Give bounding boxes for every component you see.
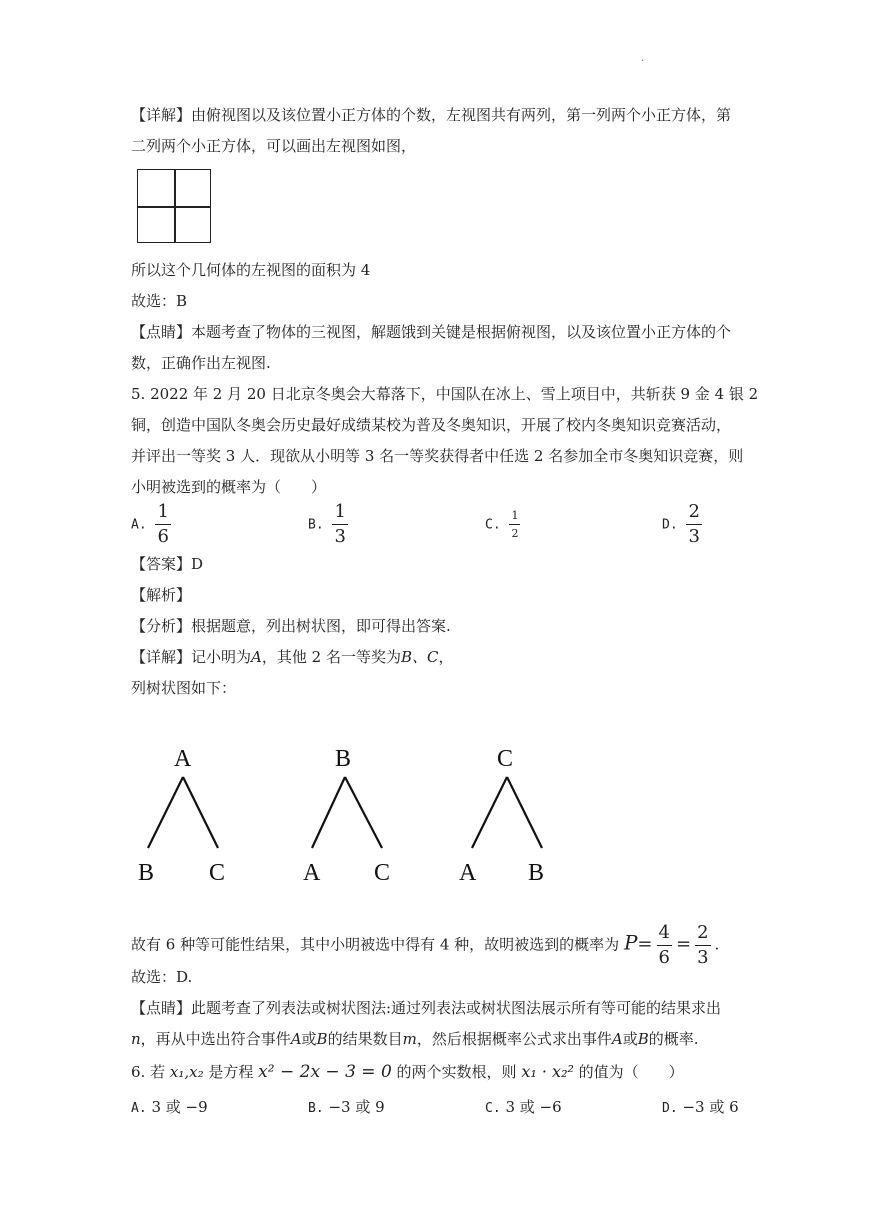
q6-option-d: D. −3 或 6 [662, 1098, 739, 1116]
option-label: C. [485, 517, 501, 533]
q5-comment-line2: n，再从中选出符合事件A或B的结果数目m，然后根据概率公式求出事件A或B的概率. [131, 1030, 699, 1048]
q6-roots: x₁,x₂ [169, 1063, 204, 1081]
tree-leaf-right: B [528, 860, 545, 886]
q5-stem-line1: 5. 2022 年 2 月 20 日北京冬奥会大幕落下，中国队在冰上、雪上项目中，共斩获 9 金 4 银 2 [131, 385, 759, 403]
fraction: $\frac{1}{6}$ [157, 501, 169, 547]
q4-detail-line1: 【详解】由俯视图以及该位置小正方体的个数，左视图共有两列，第一列两个小正方体，第 [131, 106, 732, 124]
q4-comment-line2: 数，正确作出左视图. [131, 354, 271, 372]
q6-stem: 6. 若 x₁,x₂ 是方程 x² − 2x − 3 = 0 的两个实数根，则 x₁ · x₂² 的值为（ ） [131, 1062, 684, 1082]
q5-tree-intro: 列树状图如下： [131, 679, 237, 697]
q6-option-a: A. 3 或 −9 [131, 1098, 208, 1116]
q6-option-b: B. −3 或 9 [308, 1098, 385, 1116]
tree-leaf-left: A [459, 860, 477, 886]
q6-option-c: C. 3 或 −6 [485, 1098, 562, 1116]
tree-b [303, 746, 390, 886]
q6-equation: x² − 2x − 3 = 0 [258, 1062, 392, 1082]
tree-c [459, 746, 544, 886]
q5-comment-line1: 【点睛】此题考查了列表法或树状图法:通过列表法或树状图法展示所有等可能的结果求出 [131, 999, 722, 1017]
option-label: A. [131, 517, 147, 533]
tree-root: B [335, 746, 352, 772]
tree-leaf-right: C [209, 860, 226, 886]
q5-analysis-head: 【解析】 [131, 586, 192, 604]
tree-leaf-left: B [138, 860, 155, 886]
tree-leaf-left: A [303, 860, 321, 886]
q5-stem-line2: 铜，创造中国队冬奥会历史最好成绩某校为普及冬奥知识，开展了校内冬奥知识竞赛活动， [131, 416, 732, 434]
fraction: $\frac{2}{3}$ [688, 501, 700, 547]
fraction: $\frac{1}{3}$ [334, 501, 346, 547]
q5-stem-line4: 小明被选到的概率为（ ） [131, 478, 327, 496]
q5-stem-line3: 并评出一等奖 3 人．现欲从小明等 3 名一等奖获得者中任选 2 名参加全市冬奥知识竞赛，则 [131, 447, 744, 465]
q6-expression: x₁ · x₂² [521, 1062, 574, 1081]
fraction: $\frac{1}{2}$ [511, 509, 519, 540]
option-label: D. [662, 517, 678, 533]
q5-choice: 故选：D. [131, 968, 193, 986]
header-mark: · [641, 56, 645, 67]
q5-detail: 【详解】记小明为A，其他 2 名一等奖为B、C， [131, 648, 454, 666]
q4-choice: 故选：B [131, 292, 188, 310]
tree-a [138, 746, 225, 886]
tree-leaf-right: C [374, 860, 391, 886]
option-label: B. [308, 517, 324, 533]
q5-analysis: 【分析】根据题意，列出树状图，即可得出答案. [131, 617, 451, 635]
q4-comment-line1: 【点睛】本题考查了物体的三视图，解题饿到关键是根据俯视图，以及该位置小正方体的个 [131, 323, 732, 341]
tree-root: C [497, 746, 514, 772]
q5-result: 故有 6 种等可能性结果，其中小明被选中得有 4 种，故明被选到的概率为 P= $\frac{4}{6}$ = $\frac{2}{3}$ . [131, 922, 720, 968]
q5-answer: 【答案】D [131, 555, 204, 573]
q4-detail-line2: 二列两个小正方体，可以画出左视图如图， [131, 137, 417, 155]
tree-root: A [174, 746, 192, 772]
q4-area-line: 所以这个几何体的左视图的面积为 4 [131, 261, 371, 279]
